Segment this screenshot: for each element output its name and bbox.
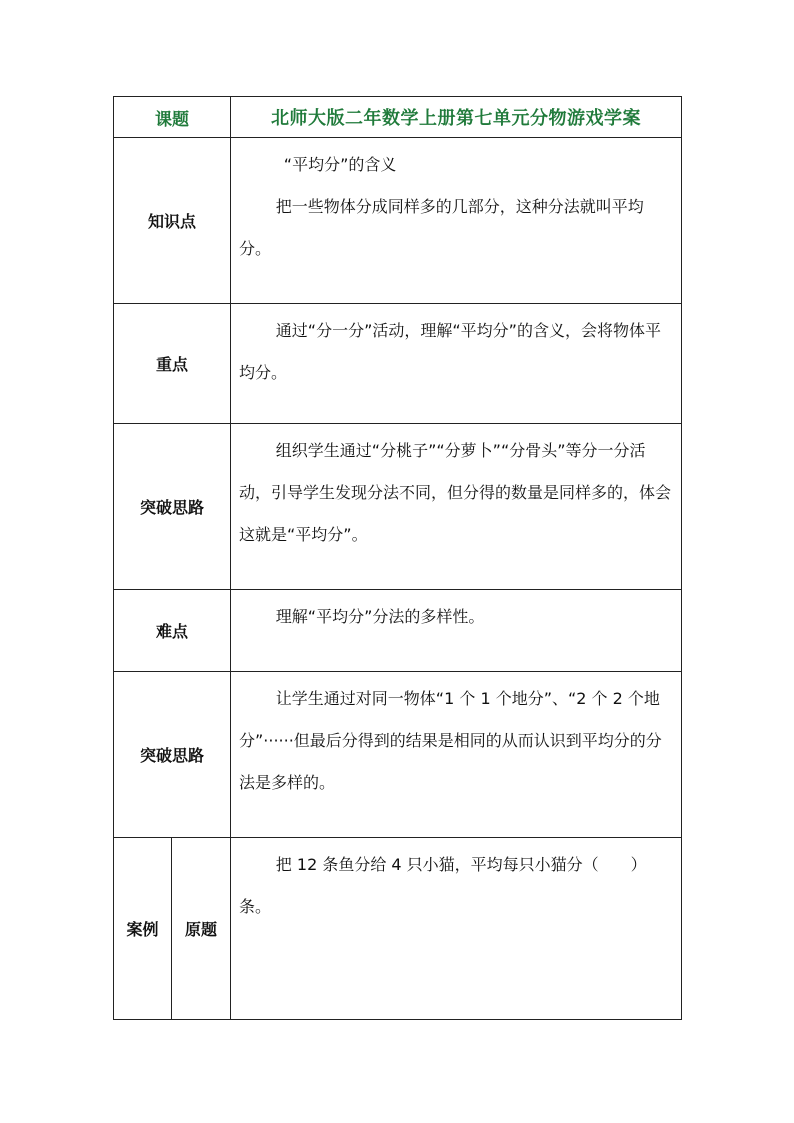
breakthrough-content-2 — [231, 672, 682, 838]
lesson-title: 北师大版二年数学上册第七单元分物游戏学案 — [231, 97, 682, 138]
difficulty-content — [231, 590, 682, 672]
breakthrough-label-1: 突破思路 — [114, 424, 231, 590]
knowledge-definition: 把一些物体分成同样多的几部分，这种分法就叫平均分。 — [239, 197, 644, 258]
difficulty-row — [114, 590, 682, 672]
case-content — [231, 838, 682, 1020]
header-label: 课题 — [114, 97, 231, 138]
case-problem-text: 把 12 条鱼分给 4 只小猫，平均每只小猫分（ ）条。 — [239, 855, 647, 916]
key-point-text: 通过“分一分”活动，理解“平均分”的含义，会将物体平均分。 — [239, 321, 661, 382]
breakthrough-content-1 — [231, 424, 682, 590]
key-point-row — [114, 304, 682, 424]
case-sublabel: 原题 — [172, 838, 231, 1020]
knowledge-row — [114, 138, 682, 304]
breakthrough-row-1 — [114, 424, 682, 590]
difficulty-label: 难点 — [114, 590, 231, 672]
difficulty-text: 理解“平均分”分法的多样性。 — [275, 607, 485, 626]
knowledge-label: 知识点 — [114, 138, 231, 304]
key-point-content — [231, 304, 682, 424]
breakthrough-text-1: 组织学生通过“分桃子”“分萝卜”“分骨头”等分一分活动，引导学生发现分法不同，但分得的数量是同样多的，体会这就是“平均分”。 — [239, 441, 672, 544]
key-point-label: 重点 — [114, 304, 231, 424]
lesson-plan-table — [113, 96, 682, 1020]
knowledge-heading: “平均分”的含义 — [283, 155, 397, 174]
breakthrough-text-2: 让学生通过对同一物体“1 个 1 个地分”、“2 个 2 个地分”······但最后分得到的结果是相同的从而认识到平均分的分法是多样的。 — [239, 689, 662, 792]
knowledge-content — [231, 138, 682, 304]
case-label: 案例 — [114, 838, 172, 1020]
header-row — [114, 97, 682, 138]
case-row — [114, 838, 682, 1020]
breakthrough-label-2: 突破思路 — [114, 672, 231, 838]
breakthrough-row-2 — [114, 672, 682, 838]
